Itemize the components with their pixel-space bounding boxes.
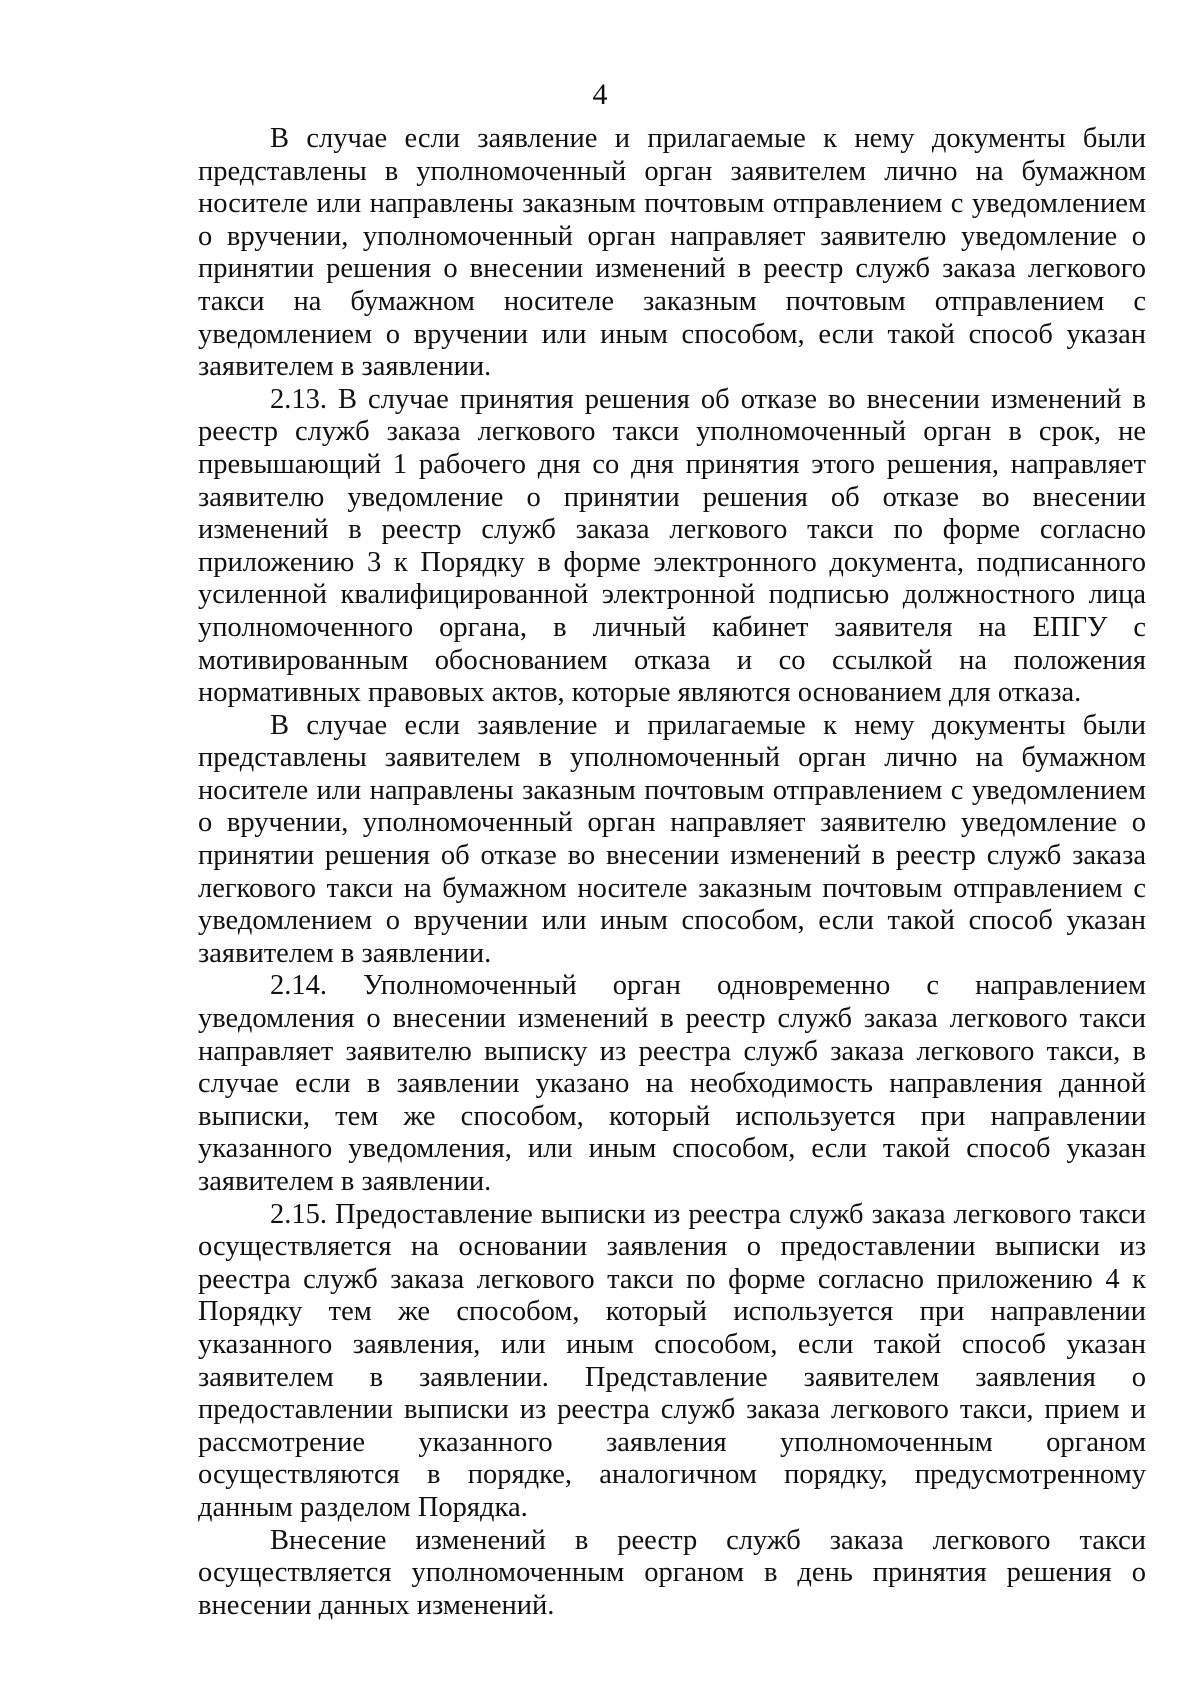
paragraph-2-14: 2.14. Уполномоченный орган одновременно с направлением уведомления о внесении изменений в реестр служб заказа легкового такси направляет заявителю выписку из реестра служб заказа легкового такси, в случае если в заявлении указано на необходимость направления данной выписки, тем же способом, который используется при направлении указанного уведомления, или иным способом, если такой способ указан заявителем в заявлении. bbox=[198, 970, 1146, 1197]
paragraph-2-15: 2.15. Предоставление выписки из реестра служб заказа легкового такси осуществляется на основании заявления о предоставлении выписки из реестра служб заказа легкового такси по форме согласно приложению 4 к Порядку тем же способом, который используется при направлении указанного заявления, или иным способом, если такой способ указан заявителем в заявлении. Представление заявителем заявления о предоставлении выписки из реестра служб заказа легкового такси, прием и рассмотрение указанного заявления уполномоченным органом осуществляются в порядке, аналогичном порядку, предусмотренному данным разделом Порядка. bbox=[198, 1198, 1146, 1523]
document-body bbox=[198, 123, 1146, 1622]
paragraph-refusal-paper: В случае если заявление и прилагаемые к нему документы были представлены заявителем в уполномоченный орган лично на бумажном носителе или направлены заказным почтовым отправлением с уведомлением о вручении, уполномоченный орган направляет заявителю уведомление о принятии решения об отказе во внесении изменений в реестр служб заказа легкового такси на бумажном носителе заказным почтовым отправлением с уведомлением о вручении или иным способом, если такой способ указан заявителем в заявлении. bbox=[198, 709, 1146, 969]
page-number: 4 bbox=[592, 78, 608, 111]
paragraph-registry-changes: Внесение изменений в реестр служб заказа легкового такси осуществляется уполномоченным органом в день принятия решения о внесении данных изменений. bbox=[198, 1524, 1146, 1621]
paragraph-2-13: 2.13. В случае принятия решения об отказе во внесении изменений в реестр служб заказа легкового такси уполномоченный орган в срок, не превышающий 1 рабочего дня со дня принятия этого решения, направляет заявителю уведомление о принятии решения об отказе во внесении изменений в реестр служб заказа легкового такси по форме согласно приложению 3 к Порядку в форме электронного документа, подписанного усиленной квалифицированной электронной подписью должностного лица уполномоченного органа, в личный кабинет заявителя на ЕПГУ с мотивированным обоснованием отказа и со ссылкой на положения нормативных правовых актов, которые являются основанием для отказа. bbox=[198, 383, 1146, 709]
paragraph-notification-paper: В случае если заявление и прилагаемые к нему документы были представлены в уполномоченный орган заявителем лично на бумажном носителе или направлены заказным почтовым отправлением с уведомлением о вручении, уполномоченный орган направляет заявителю уведомление о принятии решения о внесении изменений в реестр служб заказа легкового такси на бумажном носителе заказным почтовым отправлением с уведомлением о вручении или иным способом, если такой способ указан заявителем в заявлении. bbox=[198, 123, 1146, 383]
